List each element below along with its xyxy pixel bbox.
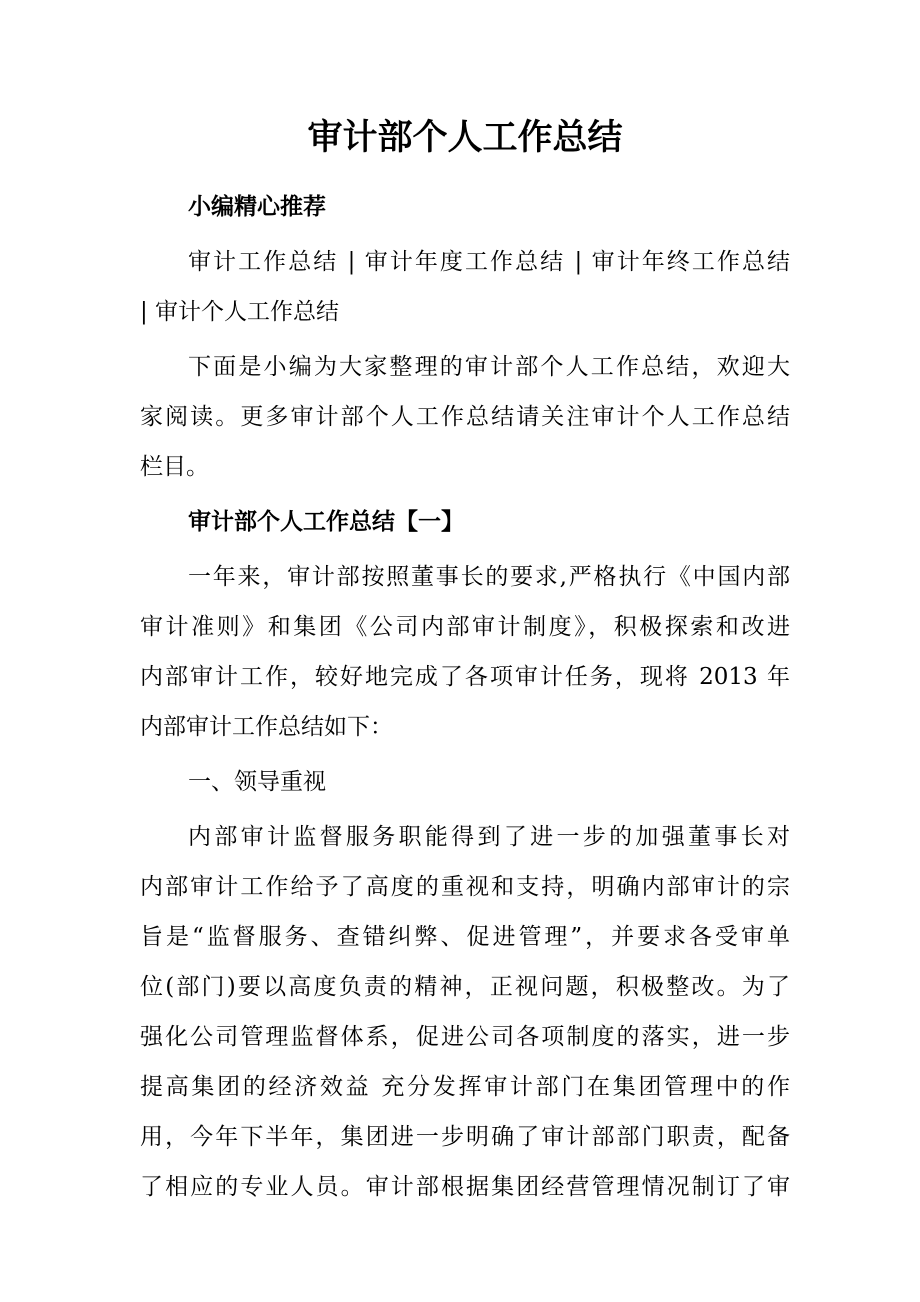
text-line: 小编精心推荐 xyxy=(188,193,326,220)
text-line: 一年来，审计部按照董事长的要求,严格执行《中国内部 xyxy=(188,564,790,590)
paragraph xyxy=(140,757,790,807)
text-line: 审计部个人工作总结【一】 xyxy=(188,508,464,535)
section-heading xyxy=(140,497,790,547)
paragraph xyxy=(140,812,790,1212)
text-line: | 审计个人工作总结 xyxy=(140,299,340,325)
section-heading xyxy=(140,182,790,232)
text-line: 内部审计监督服务职能得到了进一步的加强董事长对 xyxy=(188,824,790,850)
document-page xyxy=(140,113,790,1217)
text-line: 位(部门)要以高度负责的精神，正视问题，积极整改。为了 xyxy=(140,974,790,1000)
document-title: 审计部个人工作总结 xyxy=(307,117,623,158)
text-line: 栏目。 xyxy=(140,454,209,480)
text-line: 了相应的专业人员。审计部根据集团经营管理情况制订了审 xyxy=(140,1174,790,1200)
paragraph xyxy=(140,342,790,492)
text-line: 家阅读。更多审计部个人工作总结请关注审计个人工作总结 xyxy=(140,404,790,430)
text-line: 审计准则》和集团《公司内部审计制度》，积极探索和改进 xyxy=(140,614,790,640)
text-line: 一、领导重视 xyxy=(188,769,326,795)
document-body xyxy=(140,182,790,1212)
text-line: 内部审计工作给予了高度的重视和支持，明确内部审计的宗 xyxy=(140,874,790,900)
text-line: 下面是小编为大家整理的审计部个人工作总结，欢迎大 xyxy=(188,354,790,380)
paragraph xyxy=(140,237,790,337)
text-line: 内部审计工作总结如下： xyxy=(140,714,393,740)
text-line: 用，今年下半年，集团进一步明确了审计部部门职责，配备 xyxy=(140,1124,790,1150)
text-line: 提高集团的经济效益 充分发挥审计部门在集团管理中的作 xyxy=(140,1074,790,1100)
paragraph xyxy=(140,552,790,752)
text-line: 审计工作总结 | 审计年度工作总结 | 审计年终工作总结 xyxy=(188,249,790,275)
text-line: 内部审计工作，较好地完成了各项审计任务，现将 2013 年 xyxy=(140,664,790,690)
text-line: 强化公司管理监督体系，促进公司各项制度的落实，进一步 xyxy=(140,1024,790,1050)
text-line: 旨是“监督服务、查错纠弊、促进管理”，并要求各受审单 xyxy=(140,924,790,950)
